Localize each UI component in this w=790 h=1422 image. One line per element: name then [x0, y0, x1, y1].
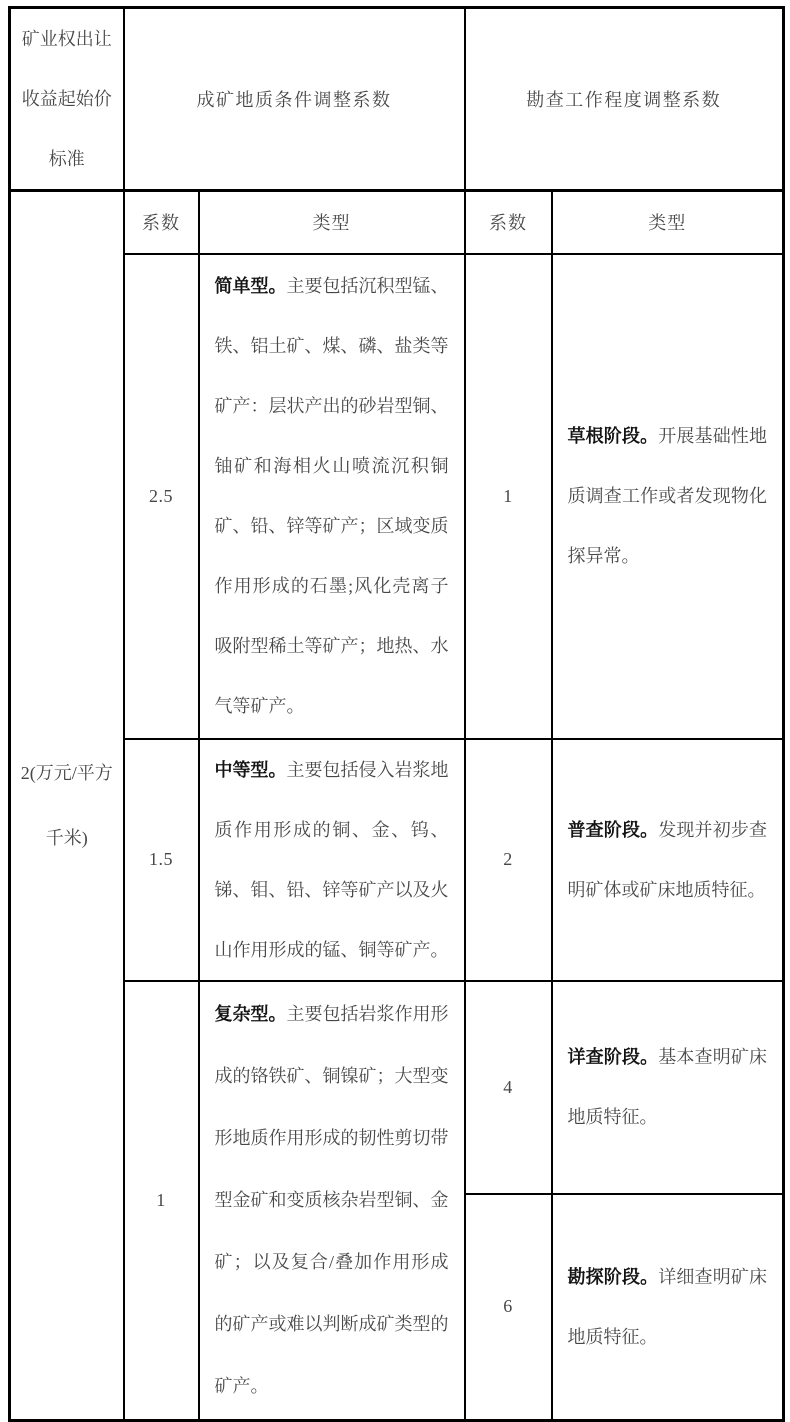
geo-type-simple-desc: 主要包括沉积型锰、铁、铝土矿、煤、磷、盐类等矿产：层状产出的砂岩型铜、铀矿和海相火山喷流沉积铜矿、铅、锌等矿产；区域变质作用形成的石墨;风化壳离子吸附型稀土等矿产；地热、水气等矿产。	[214, 276, 449, 716]
geo-condition-header-cell: 成矿地质条件调整系数	[124, 8, 465, 191]
geo-coef-simple-cell: 2.5	[124, 254, 199, 739]
survey-type-label-cell: 类型	[552, 191, 784, 254]
survey-degree-header-cell: 勘查工作程度调整系数	[465, 8, 784, 191]
survey-type-general-cell	[552, 739, 784, 981]
survey-type-general-desc: 发现并初步查明矿体或矿床地质特征。	[567, 819, 767, 900]
survey-type-detailed-cell	[552, 981, 784, 1194]
survey-type-general-lead: 普查阶段。	[567, 819, 659, 840]
survey-type-exploration-desc: 详细查明矿床地质特征。	[567, 1266, 767, 1347]
survey-coef-general-cell: 2	[465, 739, 552, 981]
survey-type-grassroots-cell	[552, 254, 784, 739]
geo-type-complex-lead: 复杂型。	[214, 1004, 287, 1025]
geo-type-label-cell: 类型	[199, 191, 465, 254]
survey-type-grassroots-lead: 草根阶段。	[567, 426, 659, 446]
geo-type-medium-lead: 中等型。	[214, 759, 287, 780]
survey-type-grassroots-desc: 开展基础性地质调查工作或者发现物化探异常。	[567, 426, 767, 566]
table-row-complex-detailed	[10, 981, 784, 1194]
survey-coef-label-cell: 系数	[465, 191, 552, 254]
geo-type-simple-cell	[199, 254, 465, 739]
survey-type-detailed-desc: 基本查明矿床地质特征。	[567, 1047, 767, 1127]
survey-type-exploration-lead: 勘探阶段。	[567, 1266, 659, 1287]
price-standard-table	[8, 6, 785, 1422]
geo-coef-medium-cell: 1.5	[124, 739, 199, 981]
geo-type-complex-desc: 主要包括岩浆作用形成的铬铁矿、铜镍矿；大型变形地质作用形成的韧性剪切带型金矿和变质核杂岩型铜、金矿；以及复合/叠加作用形成的矿产或难以判断成矿类型的矿产。	[214, 1004, 449, 1397]
survey-coef-exploration-cell: 6	[465, 1194, 552, 1421]
geo-type-complex-cell	[199, 981, 465, 1421]
geo-type-simple-lead: 简单型。	[214, 276, 287, 296]
price-standard-value-cell: 2(万元/平方千米)	[10, 191, 124, 1421]
geo-coef-label-cell: 系数	[124, 191, 199, 254]
table-header-row	[10, 8, 784, 191]
table-row-simple	[10, 254, 784, 739]
geo-type-medium-desc: 主要包括侵入岩浆地质作用形成的铜、金、钨、锑、钼、铅、锌等矿产以及火山作用形成的锰、铜等矿产。	[214, 759, 449, 960]
survey-type-exploration-cell	[552, 1194, 784, 1421]
table-row-medium	[10, 739, 784, 981]
table-subheader-row	[10, 191, 784, 254]
survey-type-detailed-lead: 详查阶段。	[567, 1047, 659, 1067]
survey-coef-detailed-cell: 4	[465, 981, 552, 1194]
survey-coef-grassroots-cell: 1	[465, 254, 552, 739]
geo-type-medium-cell	[199, 739, 465, 981]
geo-coef-complex-cell: 1	[124, 981, 199, 1421]
price-standard-header-cell: 矿业权出让收益起始价标准	[10, 8, 124, 191]
